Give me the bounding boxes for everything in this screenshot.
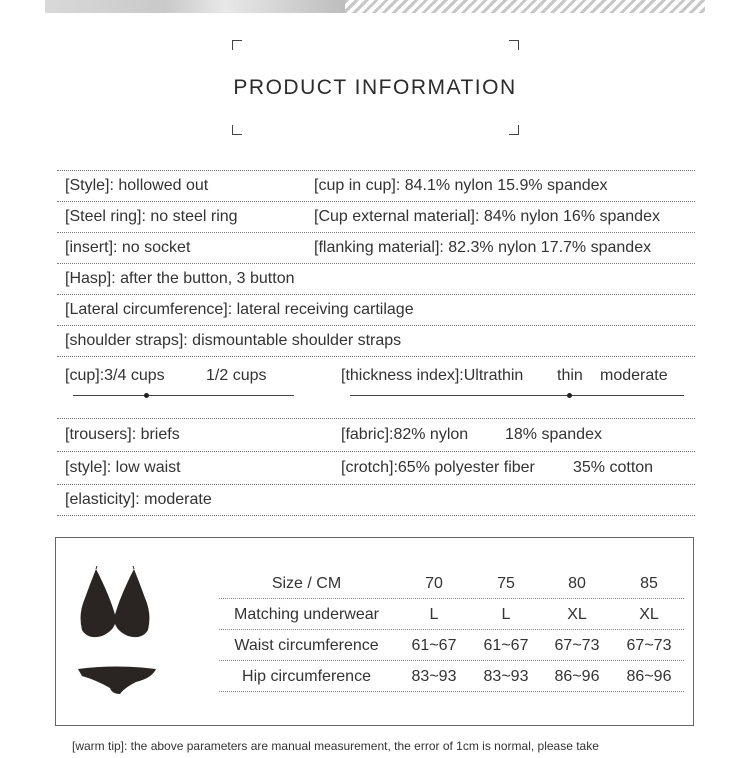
spec-fabric-2: 18% spandex — [505, 426, 602, 443]
size-chart-box — [55, 537, 694, 726]
size-cell: 67~73 — [626, 637, 672, 654]
spec-row — [57, 295, 695, 326]
spec-flanking: [flanking material]: 82.3% nylon 17.7% spandex — [314, 239, 652, 256]
thickness-index-option: moderate — [600, 367, 668, 384]
title-corner-bottom-left — [232, 125, 242, 135]
spec-elasticity: [elasticity]: moderate — [65, 491, 212, 508]
title-corner-top-right — [509, 40, 519, 50]
size-header-label: Size / CM — [271, 575, 342, 592]
size-header-value: 85 — [640, 575, 658, 592]
size-header-value: 75 — [497, 575, 515, 592]
thickness-index-label: [thickness index]:Ultrathin — [341, 367, 524, 384]
section-title: PRODUCT INFORMATION — [233, 76, 517, 99]
size-cell: 83~93 — [483, 668, 529, 685]
size-table — [219, 568, 684, 692]
cup-index-marker — [144, 393, 149, 398]
size-row-label: Waist circumference — [234, 637, 379, 654]
size-cell: XL — [567, 606, 587, 623]
spec-row — [57, 452, 695, 485]
spec-insert: [insert]: no socket — [65, 239, 191, 256]
size-cell: 86~96 — [626, 668, 672, 685]
spec-waist-style: [style]: low waist — [65, 459, 181, 476]
size-row-label: Hip circumference — [242, 668, 371, 685]
cup-index-label: [cup]:3/4 cups — [65, 367, 165, 384]
size-header-value: 70 — [425, 575, 443, 592]
size-cell: 86~96 — [554, 668, 600, 685]
spec-row — [57, 170, 695, 202]
spec-fabric: [fabric]:82% nylon — [341, 426, 469, 443]
size-table-row — [219, 599, 684, 630]
spec-row — [57, 326, 695, 357]
spec-crotch-2: 35% cotton — [573, 459, 654, 476]
product-photo-crop — [45, 0, 345, 13]
size-cell: L — [501, 606, 511, 623]
spec-list — [57, 170, 695, 516]
size-table-row — [219, 630, 684, 661]
size-cell: 67~73 — [554, 637, 600, 654]
spec-style: [Style]: hollowed out — [65, 177, 209, 194]
spec-row — [57, 419, 695, 452]
size-cell: 83~93 — [411, 668, 457, 685]
title-corner-top-left — [232, 40, 242, 50]
spec-row — [57, 202, 695, 233]
spec-cup-external: [Cup external material]: 84% nylon 16% spandex — [314, 208, 660, 225]
spec-hasp: [Hasp]: after the button, 3 button — [65, 270, 295, 287]
product-photo-strip — [45, 0, 705, 13]
cup-index-option: 1/2 cups — [206, 367, 267, 384]
spec-row — [57, 485, 695, 516]
decorative-stripes — [345, 0, 705, 13]
cup-index-scale — [73, 395, 294, 396]
size-table-row — [219, 661, 684, 692]
size-table-header — [219, 568, 684, 599]
title-corner-bottom-right — [509, 125, 519, 135]
spec-row — [57, 264, 695, 295]
thickness-index-option: thin — [557, 367, 583, 384]
thickness-index-scale — [350, 395, 684, 396]
size-cell: L — [429, 606, 439, 623]
spec-shoulder-straps: [shoulder straps]: dismountable shoulder straps — [65, 332, 402, 349]
thickness-index-marker — [567, 393, 572, 398]
spec-crotch: [crotch]:65% polyester fiber — [341, 459, 535, 476]
size-cell: 61~67 — [411, 637, 457, 654]
spec-cup-in-cup: [cup in cup]: 84.1% nylon 15.9% spandex — [314, 177, 608, 194]
spec-lateral: [Lateral circumference]: lateral receiving cartilage — [65, 301, 414, 318]
spec-row — [57, 233, 695, 264]
bikini-illustration — [76, 566, 166, 701]
size-row-label: Matching underwear — [234, 606, 379, 623]
warm-tip: [warm tip]: the above parameters are manual measurement, the error of 1cm is normal, please take — [72, 739, 599, 753]
spec-steel-ring: [Steel ring]: no steel ring — [65, 208, 238, 225]
spec-trousers: [trousers]: briefs — [65, 426, 180, 443]
size-header-value: 80 — [568, 575, 586, 592]
size-cell: XL — [639, 606, 659, 623]
spec-row-indexes — [57, 357, 695, 419]
size-cell: 61~67 — [483, 637, 529, 654]
